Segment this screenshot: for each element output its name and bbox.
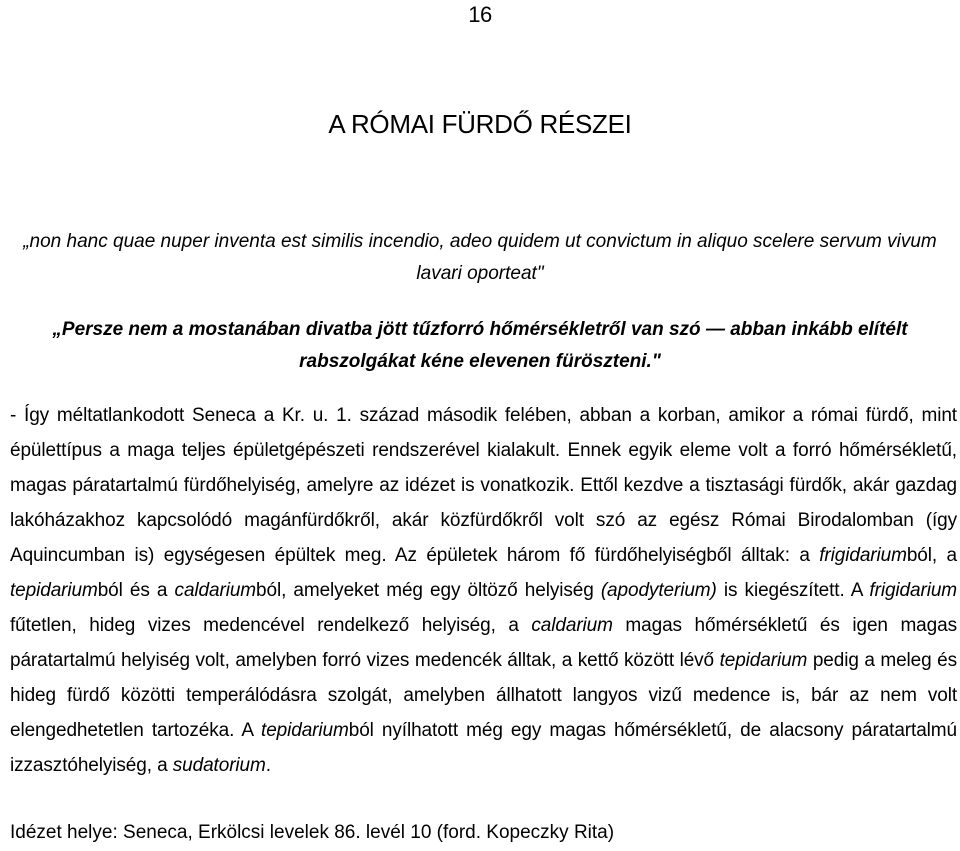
body-text-segment: ból, a [906, 545, 957, 566]
term-frigidarium: frigidarium [819, 545, 907, 566]
body-text-segment: - Így méltatlankodott Seneca a Kr. u. 1. század második felében, abban a korban, amikor a római fürdő, mint épülettípus a maga teljes épületgépészeti rendszerével kialakult. Ennek egyik eleme volt a forró hőmérsékletű, magas páratartalmú fürdőhelyiség, amelyre az idézet is vonatkozik. Ettől kezdve a tisztasági fürdők, akár gazdag lakóházakhoz kapcsolódó magánfürdőkről, akár közfürdőkről volt szó az egész Római Birodalomban (így Aquincumban is) egységesen épültek meg. Az épületek három fő fürdőhelyiségből álltak: a [10, 405, 957, 566]
body-text-segment: is kiegészített. A [716, 580, 870, 601]
body-text-segment: ból és a [97, 580, 175, 601]
page-title: A RÓMAI FÜRDŐ RÉSZEI [328, 109, 632, 139]
term-caldarium: caldarium [174, 580, 257, 601]
term-tepidarium: tepidarium [719, 650, 808, 671]
body-text-segment: ból, amelyeket még egy öltöző helyiség [256, 580, 601, 601]
term-tepidarium: tepidarium [261, 720, 349, 741]
body-text-segment: pedig a meleg és hideg fürdő közötti temperálódásra szolgát, amelyben állhatott langyos vizű medence is, bár az nem volt elengedhetetlen tartozéka. A [10, 650, 957, 741]
body-text-segment: magas hőmérsékletű és igen magas páratartalmú helyiség volt, amelyben forró vizes medencék álltak, a kettő között lévő [10, 615, 957, 671]
latin-quote: „non hanc quae nuper inventa est similis incendio, adeo quidem ut convictum in aliquo scelere servum vivum lavari oporteat" [23, 231, 937, 284]
page-number: 16 [468, 2, 492, 27]
quote-source-citation: Idézet helye: Seneca, Erkölcsi levelek 86. levél 10 (ford. Kopeczky Rita) [10, 822, 615, 843]
body-paragraph [10, 398, 957, 783]
body-text-segment: fűtetlen, hideg vizes medencével rendelkező helyiség, a [10, 615, 532, 636]
term-frigidarium: frigidarium [869, 580, 958, 601]
body-text-segment: . [265, 755, 271, 776]
body-text-segment: ból nyílhatott még egy magas hőmérsékletű, de alacsony páratartalmú izzasztóhelyiség, a [10, 720, 957, 776]
term-sudatorium: sudatorium [172, 755, 266, 776]
term-caldarium: caldarium [531, 615, 613, 636]
term-apodyterium: (apodyterium) [600, 580, 717, 601]
hungarian-quote-translation: „Persze nem a mostanában divatba jött tűzforró hőmérsékletről van szó — abban inkább elítélt rabszolgákat kéne elevenen füröszteni." [52, 319, 908, 372]
term-tepidarium: tepidarium [10, 580, 98, 601]
